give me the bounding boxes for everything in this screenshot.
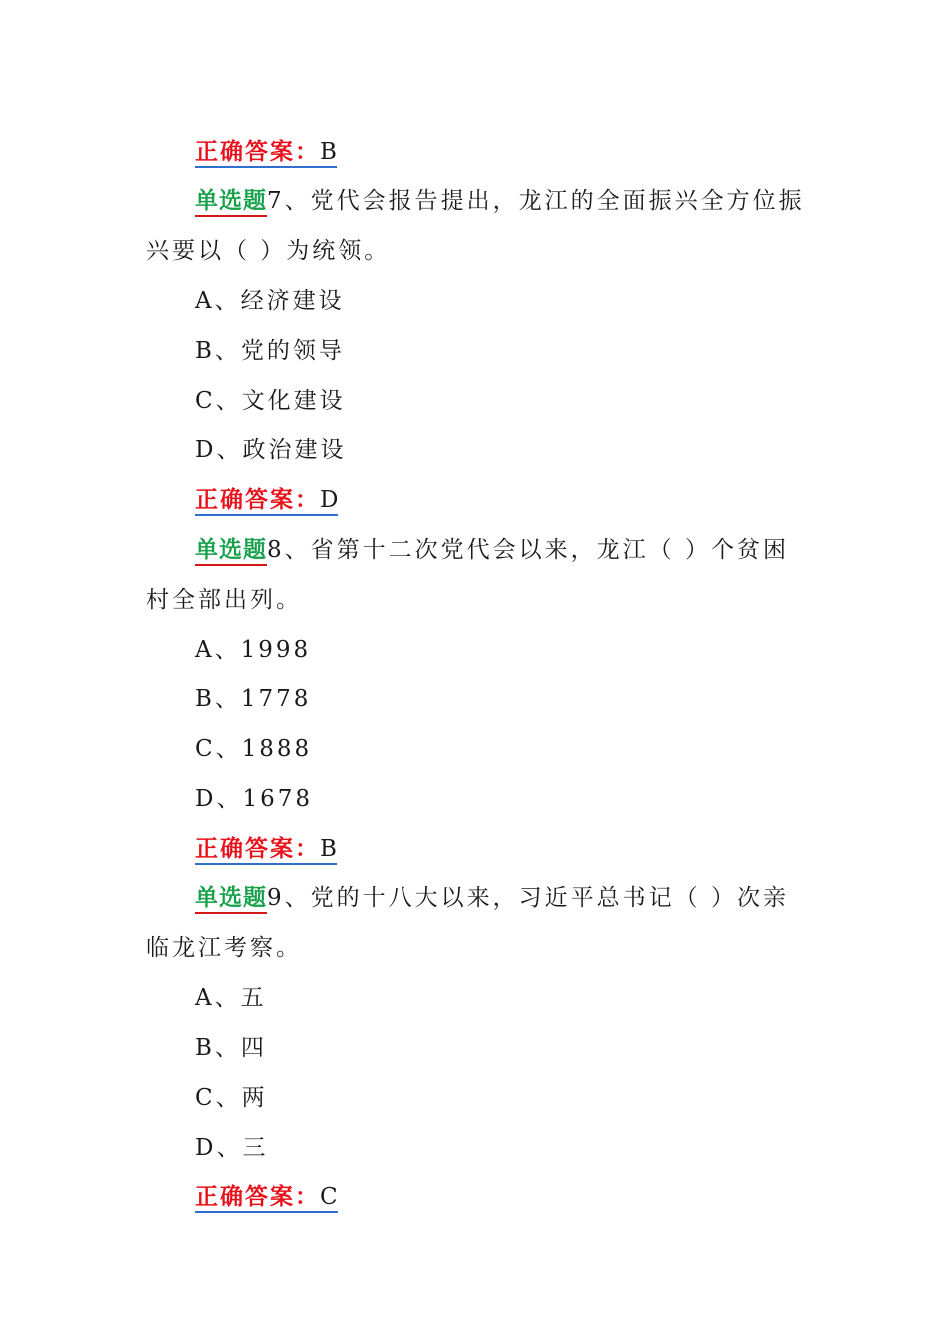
answer-label: 正确答案：: [195, 486, 320, 516]
answer-value: D: [320, 487, 338, 516]
answer-value: C: [320, 1184, 338, 1213]
question-text-continued: 兴要以（ ）为统领。: [146, 238, 391, 264]
option-c: C、1888: [195, 736, 313, 762]
option-c: C、文化建设: [195, 388, 346, 414]
question-text: 、党代会报告提出，龙江的全面振兴全方位振: [284, 188, 805, 214]
question-text-continued: 村全部出列。: [146, 587, 302, 613]
question-type-label: 单选题: [195, 187, 267, 217]
option-a: A、1998: [195, 637, 312, 663]
answer-line: [195, 485, 338, 515]
answer-line: [195, 834, 337, 864]
option-c: C、两: [195, 1085, 268, 1111]
answer-label: 正确答案：: [195, 138, 320, 168]
option-d: D、三: [195, 1135, 269, 1161]
answer-line: [195, 137, 337, 167]
answer-line: [195, 1182, 338, 1212]
question-text: 、省第十二次党代会以来，龙江（ ）个贫困: [284, 537, 789, 563]
option-b: B、党的领导: [195, 338, 345, 364]
option-a: A、五: [195, 985, 267, 1011]
question-text: 、党的十八大以来，习近平总书记（ ）次亲: [284, 885, 789, 911]
option-d: D、1678: [195, 786, 313, 812]
question-number: 7: [267, 188, 285, 214]
question-number: 8: [267, 537, 285, 563]
question-number: 9: [267, 885, 285, 911]
option-a: A、经济建设: [195, 288, 345, 314]
answer-value: B: [320, 139, 337, 168]
answer-value: B: [320, 836, 337, 865]
answer-label: 正确答案：: [195, 835, 320, 865]
question-text-continued: 临龙江考察。: [146, 935, 302, 961]
option-d: D、政治建设: [195, 437, 347, 463]
question-type-label: 单选题: [195, 884, 267, 914]
option-b: B、四: [195, 1035, 267, 1061]
question-type-label: 单选题: [195, 536, 267, 566]
option-b: B、1778: [195, 686, 312, 712]
question-line: [195, 535, 789, 565]
answer-label: 正确答案：: [195, 1183, 320, 1213]
question-line: [195, 883, 789, 913]
question-line: [195, 186, 805, 216]
